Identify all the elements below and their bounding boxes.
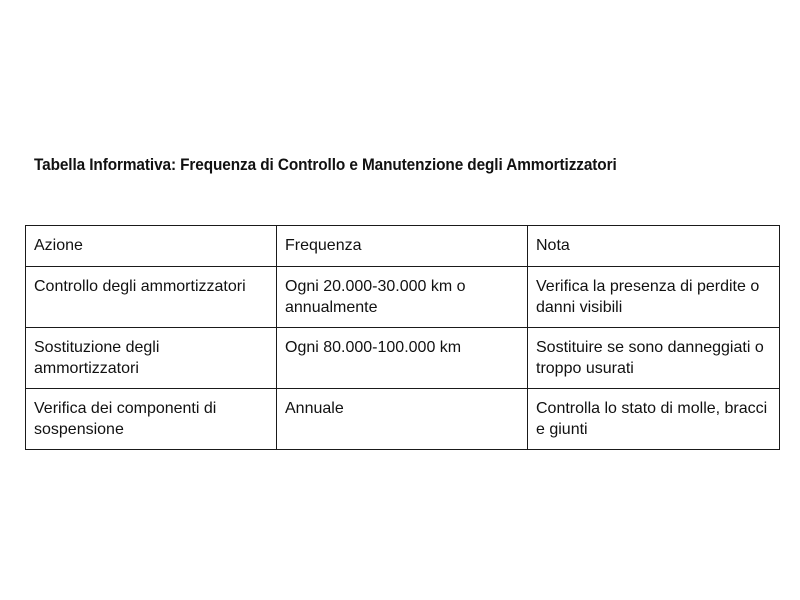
cell-frequenza: Annuale [277, 389, 528, 450]
cell-nota: Sostituire se sono danneggiati o troppo usurati [528, 328, 780, 389]
table-row [26, 328, 780, 389]
cell-azione: Controllo degli ammortizzatori [26, 267, 277, 328]
cell-nota: Verifica la presenza di perdite o danni visibili [528, 267, 780, 328]
cell-azione: Sostituzione degli ammortizzatori [26, 328, 277, 389]
table-row [26, 389, 780, 450]
cell-nota: Controlla lo stato di molle, bracci e giunti [528, 389, 780, 450]
table-row [26, 267, 780, 328]
column-header-nota: Nota [528, 226, 780, 267]
column-header-frequenza: Frequenza [277, 226, 528, 267]
maintenance-table [25, 225, 780, 450]
document-title: Tabella Informativa: Frequenza di Controllo e Manutenzione degli Ammortizzatori [34, 156, 617, 174]
cell-frequenza: Ogni 20.000-30.000 km o annualmente [277, 267, 528, 328]
table-header-row [26, 226, 780, 267]
column-header-azione: Azione [26, 226, 277, 267]
cell-azione: Verifica dei componenti di sospensione [26, 389, 277, 450]
cell-frequenza: Ogni 80.000-100.000 km [277, 328, 528, 389]
